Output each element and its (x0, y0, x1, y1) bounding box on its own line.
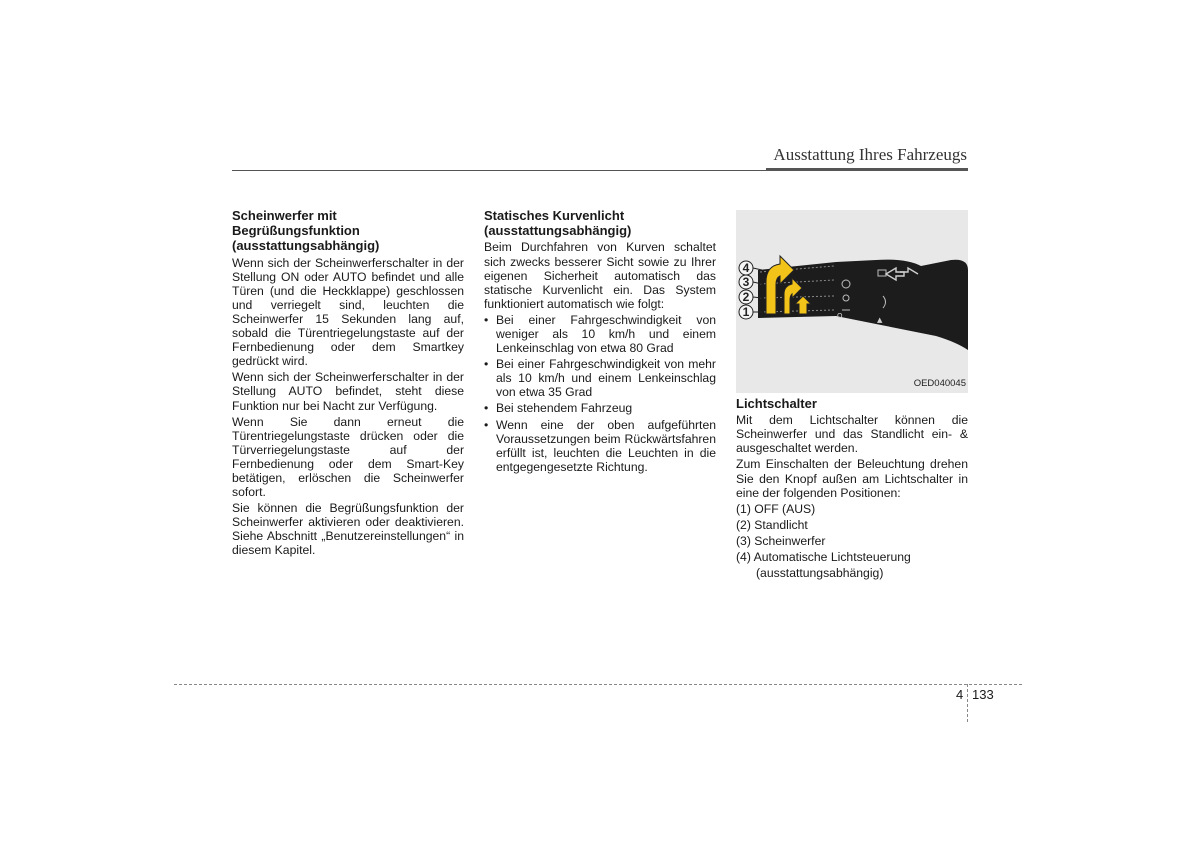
footer-divider (967, 684, 968, 722)
light-switch-figure (736, 210, 968, 393)
header-rule-accent (766, 168, 968, 171)
column-welcome-light (232, 208, 464, 560)
list-item: • Bei einer Fahrgeschwindigkeit von weniger als 10 km/h und einem Lenkeinschlag von etwa 80 Grad (484, 313, 716, 355)
position-item: (3) Scheinwerfer (736, 533, 826, 548)
paragraph: Wenn sich der Scheinwerferschalter in der Stellung AUTO befindet, steht diese Funktion nur bei Nacht zur Verfügung. (232, 370, 464, 413)
position-label-1: 1 (742, 305, 750, 319)
list-item: • Wenn eine der oben aufgeführten Voraussetzungen beim Rückwärtsfahren erfüllt ist, leuchten die Leuchten in die entgegengesetzte Richtung. (484, 418, 716, 474)
bullet-list (484, 313, 716, 474)
light-switch-illustration (736, 210, 968, 393)
position-item: (1) OFF (AUS) (736, 501, 816, 516)
paragraph: Mit dem Lichtschalter können die Scheinwerfer und das Standlicht ein- & ausgeschaltet werden. (736, 413, 968, 456)
position-list (736, 502, 968, 580)
chapter-number: 4 (956, 687, 964, 702)
section-heading: Statisches Kurvenlicht (ausstattungsabhängig) (484, 208, 632, 239)
column-light-switch (736, 208, 968, 582)
position-label-3: 3 (742, 275, 750, 289)
footer-rule (174, 684, 1022, 685)
list-item: • Bei einer Fahrgeschwindigkeit von mehr als 10 km/h und einem Lenkeinschlag von etwa 35 Grad (484, 357, 716, 399)
page-number: 133 (972, 687, 994, 702)
section-heading: Scheinwerfer mit Begrüßungsfunktion (ausstattungsabhängig) (232, 208, 380, 254)
svg-text:O: O (837, 312, 843, 320)
paragraph: Sie können die Begrüßungsfunktion der Scheinwerfer aktivieren oder deaktivieren. Siehe Abschnitt „Benutzereinstellungen“ in diesem Kapitel. (232, 501, 464, 558)
position-item: (2) Standlicht (736, 517, 808, 532)
figure-code: OED040045 (913, 377, 966, 389)
paragraph: Beim Durchfahren von Kurven schaltet sich zwecks besserer Sicht sowie zu Ihrer eigenen Sicherheit automatisch das statische Kurvenlicht ein. Das System funktioniert automatisch wie folgt: (484, 240, 716, 311)
position-note: (ausstattungsabhängig) (756, 566, 884, 581)
header-rule (232, 170, 766, 171)
position-label-2: 2 (742, 290, 750, 304)
column-cornering-light (484, 208, 716, 476)
svg-text:▲: ▲ (877, 316, 883, 324)
paragraph: Zum Einschalten der Beleuchtung drehen Sie den Knopf außen am Lichtschalter in eine der folgenden Positionen: (736, 457, 968, 500)
section-heading: Lichtschalter (736, 396, 817, 411)
list-item: • Bei stehendem Fahrzeug (484, 401, 716, 415)
paragraph: Wenn sich der Scheinwerferschalter in der Stellung ON oder AUTO befindet und alle Türen (und die Heckklappe) geschlossen und verriegelt sind, leuchten die Scheinwerfer 15 Sekunden lang auf, sobald die Türentriegelungstaste auf der Fernbedienung oder dem Smartkey gedrückt wird. (232, 255, 464, 369)
paragraph: Wenn Sie dann erneut die Türentriegelungstaste drücken oder die Türverriegelungstaste auf der Fernbedienung oder dem Smart-Key betätigen, erlöschen die Scheinwerfer sofort. (232, 414, 464, 500)
position-label-4: 4 (742, 261, 750, 275)
position-item: (4) Automatische Lichtsteuerung (736, 550, 911, 565)
header-title: Ausstattung Ihres Fahrzeugs (773, 145, 967, 164)
